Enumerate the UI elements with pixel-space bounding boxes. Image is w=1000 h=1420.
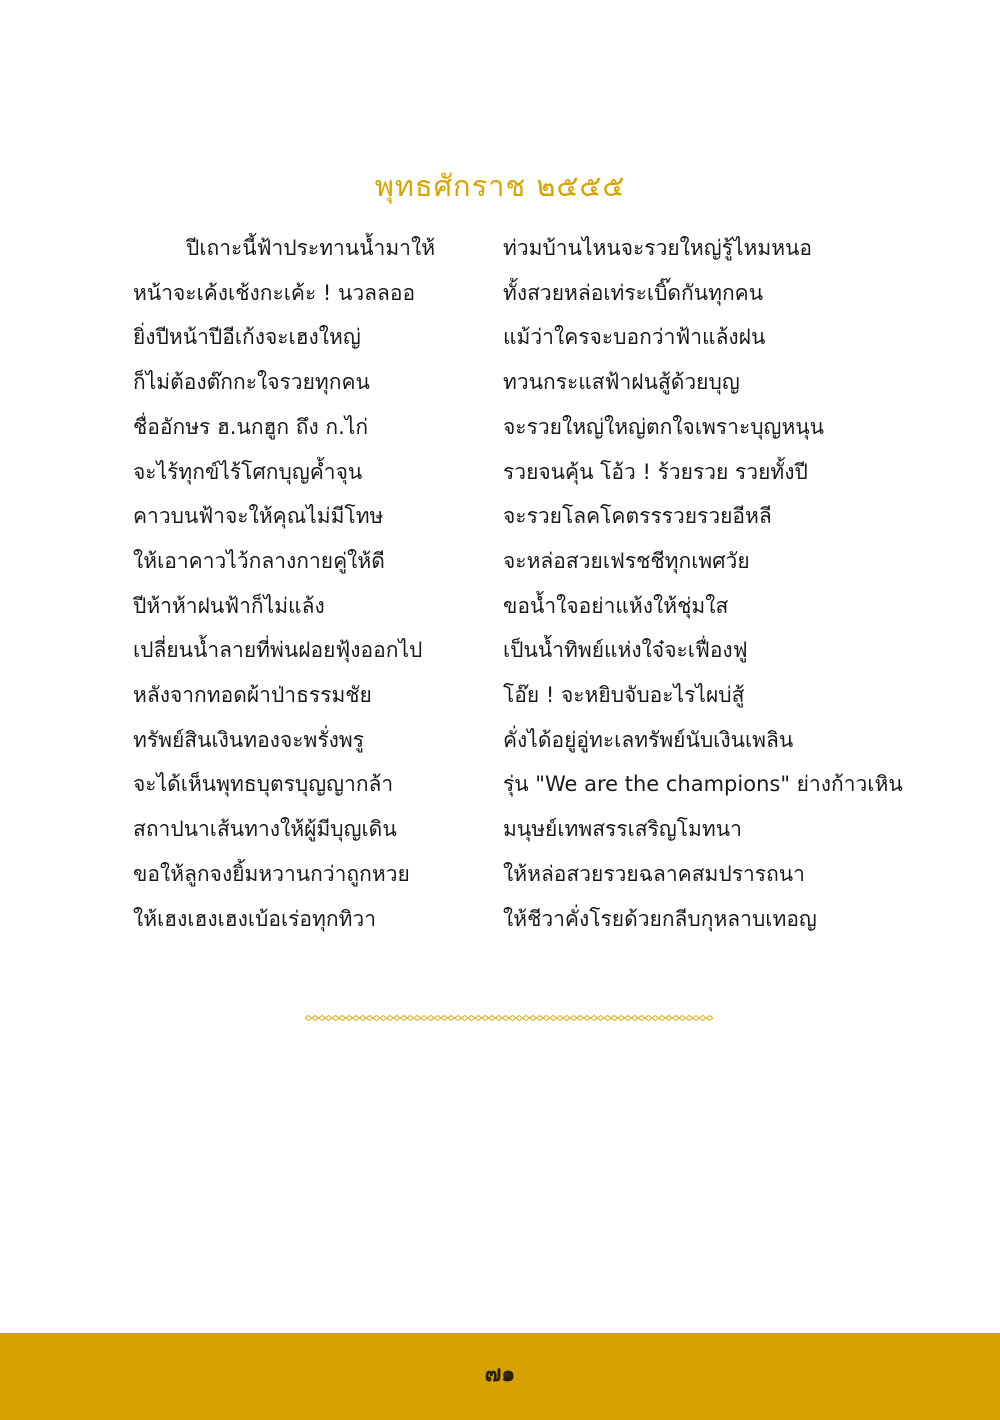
divider-link bbox=[686, 1015, 692, 1020]
poem-line-left: ให้เอาคาวไว้กลางกายคู่ให้ดี bbox=[133, 548, 385, 573]
poem-line-right: ทั้งสวยหล่อเท่ระเบิ๊ดกันทุกคน bbox=[503, 280, 764, 305]
divider-link bbox=[700, 1015, 706, 1020]
poem-row bbox=[0, 273, 1000, 318]
divider-link bbox=[428, 1015, 434, 1020]
poem-line-right: เป็นน้ำทิพย์แห่งใจ๋จะเฟื่องฟู bbox=[503, 638, 748, 663]
poem-line-right: รุ่น "We are the champions" ย่างก้าวเหิน bbox=[503, 772, 903, 797]
divider-link bbox=[693, 1015, 699, 1020]
poem-line-right: จะรวยใหญ่ใหญ่ตกใจเพราะบุญหนุน bbox=[503, 414, 824, 439]
divider-link bbox=[516, 1015, 522, 1020]
divider-link bbox=[339, 1015, 345, 1020]
divider-link bbox=[509, 1015, 515, 1020]
poem-row bbox=[0, 496, 1000, 541]
poem-row bbox=[0, 317, 1000, 362]
divider-link bbox=[564, 1015, 570, 1020]
divider-link bbox=[380, 1015, 386, 1020]
poem-line-left: ขอให้ลูกจงยิ้มหวานกว่าถูกหวย bbox=[133, 861, 410, 886]
divider-link bbox=[455, 1015, 461, 1020]
ornamental-divider bbox=[305, 1011, 713, 1025]
divider-link bbox=[421, 1015, 427, 1020]
divider-link bbox=[666, 1015, 672, 1020]
poem-line-right: ขอน้ำใจอย่าแห้งให้ชุ่มใส bbox=[503, 593, 729, 618]
divider-link bbox=[407, 1015, 413, 1020]
poem-line-left: ทรัพย์สินเงินทองจะพรั่งพรู bbox=[133, 727, 365, 752]
poem-line-left: หลังจากทอดผ้าป่าธรรมชัย bbox=[133, 683, 372, 707]
divider-link bbox=[489, 1015, 495, 1020]
poem-line-left: ก็ไม่ต้องต๊กกะใจรวยทุกคน bbox=[133, 370, 370, 395]
poem-row bbox=[0, 764, 1000, 809]
poem-line-right: รวยจนคุ้น โอ้ว ! ร้วยรวย รวยทั้งปี bbox=[503, 459, 808, 484]
divider-link bbox=[346, 1015, 352, 1020]
poem-row bbox=[0, 720, 1000, 765]
divider-link bbox=[434, 1015, 440, 1020]
poem-row bbox=[0, 407, 1000, 452]
poem-line-left: ปีเถาะนี้ฟ้าประทานน้ำมาให้ bbox=[186, 236, 436, 260]
poem-line-left: จะไร้ทุกข์ไร้โศกบุญค้ำจุน bbox=[133, 459, 363, 484]
poem-line-left: หน้าจะเค้งเช้งกะเค้ะ ! นวลลออ bbox=[133, 280, 416, 305]
divider-link bbox=[462, 1015, 468, 1020]
divider-link bbox=[366, 1015, 372, 1020]
divider-link bbox=[645, 1015, 651, 1020]
divider-link bbox=[373, 1015, 379, 1020]
divider-link bbox=[523, 1015, 529, 1020]
divider-link bbox=[638, 1015, 644, 1020]
divider-link bbox=[305, 1015, 311, 1020]
poem-row bbox=[0, 899, 1000, 944]
poem-row bbox=[0, 541, 1000, 586]
poem-line-left: คาวบนฟ้าจะให้คุณไม่มีโทษ bbox=[133, 504, 384, 529]
divider-link bbox=[706, 1015, 712, 1020]
poem-line-left: ชื่ออักษร ฮ.นกฮูก ถึง ก.ไก่ bbox=[133, 414, 369, 439]
poem-line-left: ให้เฮงเฮงเฮงเบ้อเร่อทุกทิวา bbox=[133, 906, 377, 931]
poem-line-right: มนุษย์เทพสรรเสริญโมทนา bbox=[503, 817, 742, 842]
divider-link bbox=[496, 1015, 502, 1020]
divider-link bbox=[652, 1015, 658, 1020]
divider-link bbox=[625, 1015, 631, 1020]
divider-link bbox=[414, 1015, 420, 1020]
poem-line-right: ท่วมบ้านไหนจะรวยใหญ่รู้ไหมหนอ bbox=[503, 236, 813, 260]
divider-link bbox=[598, 1015, 604, 1020]
poem-row bbox=[0, 586, 1000, 631]
poem-line-right: แม้ว่าใครจะบอกว่าฟ้าแล้งฝน bbox=[503, 325, 766, 350]
divider-link bbox=[577, 1015, 583, 1020]
divider-link bbox=[448, 1015, 454, 1020]
poem-line-right: ทวนกระแสฟ้าฝนสู้ด้วยบุญ bbox=[503, 370, 740, 395]
divider-link bbox=[468, 1015, 474, 1020]
divider-link bbox=[482, 1015, 488, 1020]
divider-link bbox=[632, 1015, 638, 1020]
poem-row bbox=[0, 630, 1000, 675]
divider-link bbox=[502, 1015, 508, 1020]
divider-link bbox=[557, 1015, 563, 1020]
poem-row bbox=[0, 809, 1000, 854]
poem-line-left: ปีห้าห้าฝนฟ้าก็ไม่แล้ง bbox=[133, 593, 325, 618]
divider-link bbox=[611, 1015, 617, 1020]
poem-line-left: จะได้เห็นพุทธบุตรบุญญากล้า bbox=[133, 772, 394, 797]
poem-row bbox=[0, 854, 1000, 899]
poem-line-right: จะหล่อสวยเฟรชชีทุกเพศวัย bbox=[503, 548, 750, 573]
divider-link bbox=[659, 1015, 665, 1020]
divider-link bbox=[591, 1015, 597, 1020]
divider-link bbox=[360, 1015, 366, 1020]
divider-link bbox=[672, 1015, 678, 1020]
divider-link bbox=[353, 1015, 359, 1020]
poem-line-right: โอ๊ย ! จะหยิบจับอะไรไผบ่สู้ bbox=[503, 683, 745, 707]
divider-link bbox=[441, 1015, 447, 1020]
page-number: ๗๑ bbox=[484, 1362, 516, 1387]
divider-link bbox=[312, 1015, 318, 1020]
divider-link bbox=[679, 1015, 685, 1020]
divider-link bbox=[394, 1015, 400, 1020]
divider-link bbox=[400, 1015, 406, 1020]
divider-link bbox=[543, 1015, 549, 1020]
divider-link bbox=[319, 1015, 325, 1020]
divider-link bbox=[475, 1015, 481, 1020]
divider-link bbox=[530, 1015, 536, 1020]
poem-line-right: คั่งได้อยู่อู่ทะเลทรัพย์นับเงินเพลิน bbox=[503, 727, 794, 752]
poem-row bbox=[0, 362, 1000, 407]
divider-link bbox=[536, 1015, 542, 1020]
poem-line-left: เปลี่ยนน้ำลายที่พ่นฝอยฟุ้งออกไป bbox=[133, 638, 423, 663]
divider-link bbox=[604, 1015, 610, 1020]
poem-line-left: สถาปนาเส้นทางให้ผู้มีบุญเดิน bbox=[133, 817, 397, 842]
poem-line-left: ยิ่งปีหน้าปีอีเก้งจะเฮงใหญ่ bbox=[133, 325, 361, 350]
divider-link bbox=[570, 1015, 576, 1020]
divider-link bbox=[584, 1015, 590, 1020]
poem-row bbox=[0, 452, 1000, 497]
divider-link bbox=[387, 1015, 393, 1020]
poem-line-right: ให้หล่อสวยรวยฉลาคสมปรารถนา bbox=[503, 861, 805, 886]
divider-link bbox=[332, 1015, 338, 1020]
divider-link bbox=[326, 1015, 332, 1020]
poem-line-right: ให้ชีวาคั่งโรยด้วยกลีบกุหลาบเทอญ bbox=[503, 906, 817, 931]
poem-row bbox=[0, 675, 1000, 720]
footer-bar bbox=[0, 1333, 1000, 1420]
page-title: พุทธศักราช ๒๕๕๕ bbox=[374, 169, 626, 203]
poem-row bbox=[0, 228, 1000, 273]
divider-link bbox=[550, 1015, 556, 1020]
poem-line-right: จะรวยโลคโคตรรรวยรวยอีหลี bbox=[503, 504, 772, 529]
divider-link bbox=[618, 1015, 624, 1020]
